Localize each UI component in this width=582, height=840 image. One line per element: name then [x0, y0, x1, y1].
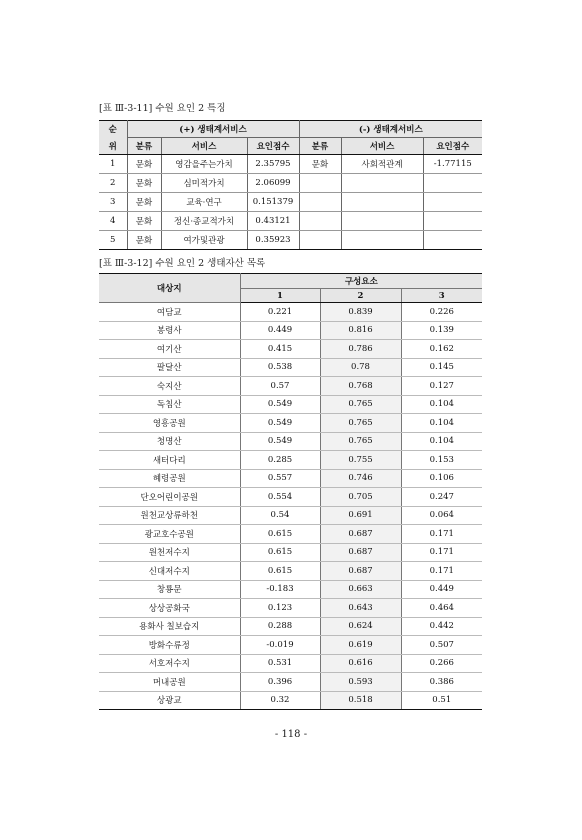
positive-services-header: (+) 생태계서비스 [127, 121, 299, 138]
cell-neg-category: 문화 [299, 155, 341, 174]
table-row [99, 617, 482, 636]
table-row [99, 358, 482, 377]
cell-component-1: 0.538 [240, 358, 320, 377]
table-row [99, 395, 482, 414]
cell-component-1: 0.615 [240, 543, 320, 562]
cell-component-3: 0.104 [401, 432, 482, 451]
cell-site-name: 머내공원 [99, 673, 240, 692]
pos-score-header: 요인점수 [247, 138, 299, 155]
table-row [99, 506, 482, 525]
cell-component-2: 0.691 [320, 506, 401, 525]
table-row [99, 488, 482, 507]
table-row [99, 525, 482, 544]
cell-component-3: 0.171 [401, 543, 482, 562]
cell-component-1: 0.285 [240, 451, 320, 470]
cell-component-1: 0.32 [240, 691, 320, 710]
cell-site-name: 청명산 [99, 432, 240, 451]
cell-neg-service [341, 193, 423, 212]
cell-component-1: 0.396 [240, 673, 320, 692]
table2-caption: [표 Ⅲ-3-12] 수원 요인 2 생태자산 목록 [99, 258, 266, 269]
cell-component-2: 0.687 [320, 543, 401, 562]
cell-site-name: 영흥공원 [99, 414, 240, 433]
cell-site-name: 서호저수지 [99, 654, 240, 673]
cell-pos-category: 문화 [127, 174, 161, 193]
cell-site-name: 원천교상류하천 [99, 506, 240, 525]
cell-component-3: 0.064 [401, 506, 482, 525]
cell-neg-score [423, 231, 482, 250]
table-row [99, 691, 482, 710]
cell-component-1: 0.549 [240, 414, 320, 433]
cell-component-2: 0.765 [320, 432, 401, 451]
table-row [99, 414, 482, 433]
cell-neg-category [299, 193, 341, 212]
cell-site-name: 새터다리 [99, 451, 240, 470]
cell-component-3: 0.106 [401, 469, 482, 488]
cell-neg-service [341, 174, 423, 193]
cell-neg-category [299, 231, 341, 250]
cell-component-3: 0.51 [401, 691, 482, 710]
rank-header-bottom: 위 [99, 138, 127, 155]
eco-asset-table [99, 273, 482, 710]
cell-component-1: 0.57 [240, 377, 320, 396]
component-3-header: 3 [401, 289, 482, 303]
cell-rank: 2 [99, 174, 127, 193]
cell-component-2: 0.518 [320, 691, 401, 710]
cell-rank: 5 [99, 231, 127, 250]
table-row [99, 212, 482, 231]
cell-site-name: 상상공화국 [99, 599, 240, 618]
table-row [99, 599, 482, 618]
cell-component-2: 0.687 [320, 562, 401, 581]
cell-site-name: 신대저수지 [99, 562, 240, 581]
cell-site-name: 독침산 [99, 395, 240, 414]
table2-body [99, 303, 482, 710]
components-header: 구성요소 [240, 274, 482, 289]
cell-site-name: 봉령사 [99, 321, 240, 340]
negative-services-header: (-) 생태계서비스 [299, 121, 482, 138]
neg-category-header: 분류 [299, 138, 341, 155]
cell-component-2: 0.643 [320, 599, 401, 618]
cell-neg-score [423, 174, 482, 193]
cell-neg-service [341, 212, 423, 231]
table-row [99, 636, 482, 655]
cell-pos-category: 문화 [127, 231, 161, 250]
cell-component-2: 0.768 [320, 377, 401, 396]
cell-pos-category: 문화 [127, 193, 161, 212]
cell-neg-service [341, 231, 423, 250]
cell-component-2: 0.755 [320, 451, 401, 470]
cell-component-1: 0.531 [240, 654, 320, 673]
cell-pos-category: 문화 [127, 155, 161, 174]
component-2-header: 2 [320, 289, 401, 303]
cell-component-3: 0.127 [401, 377, 482, 396]
cell-site-name: 단오어린이공원 [99, 488, 240, 507]
table-row [99, 155, 482, 174]
cell-component-3: 0.226 [401, 303, 482, 322]
cell-component-3: 0.449 [401, 580, 482, 599]
cell-component-1: -0.183 [240, 580, 320, 599]
cell-component-1: 0.549 [240, 432, 320, 451]
cell-pos-service: 교육·연구 [161, 193, 247, 212]
cell-neg-score: -1.77115 [423, 155, 482, 174]
cell-component-3: 0.266 [401, 654, 482, 673]
table-row [99, 193, 482, 212]
cell-component-3: 0.247 [401, 488, 482, 507]
cell-neg-service: 사회적관계 [341, 155, 423, 174]
cell-component-2: 0.746 [320, 469, 401, 488]
table-row [99, 432, 482, 451]
pos-category-header: 분류 [127, 138, 161, 155]
cell-component-3: 0.145 [401, 358, 482, 377]
table-row [99, 580, 482, 599]
cell-pos-service: 영감을주는가치 [161, 155, 247, 174]
table-row [99, 469, 482, 488]
cell-component-3: 0.153 [401, 451, 482, 470]
cell-site-name: 상광교 [99, 691, 240, 710]
neg-score-header: 요인점수 [423, 138, 482, 155]
cell-pos-service: 정신·종교적가치 [161, 212, 247, 231]
cell-component-1: 0.221 [240, 303, 320, 322]
cell-component-3: 0.171 [401, 562, 482, 581]
cell-component-2: 0.839 [320, 303, 401, 322]
pos-service-header: 서비스 [161, 138, 247, 155]
cell-neg-category [299, 212, 341, 231]
cell-site-name: 창룡문 [99, 580, 240, 599]
cell-component-2: 0.705 [320, 488, 401, 507]
cell-component-2: 0.786 [320, 340, 401, 359]
cell-component-2: 0.616 [320, 654, 401, 673]
cell-pos-score: 0.35923 [247, 231, 299, 250]
cell-site-name: 여기산 [99, 340, 240, 359]
cell-component-3: 0.139 [401, 321, 482, 340]
cell-neg-score [423, 193, 482, 212]
cell-component-2: 0.765 [320, 395, 401, 414]
cell-component-1: 0.54 [240, 506, 320, 525]
cell-rank: 3 [99, 193, 127, 212]
table1-caption: [표 Ⅲ-3-11] 수원 요인 2 특징 [99, 103, 226, 114]
rank-header-top: 순 [99, 121, 127, 138]
cell-site-name: 용화사 칠보습지 [99, 617, 240, 636]
cell-component-3: 0.171 [401, 525, 482, 544]
table-row [99, 562, 482, 581]
cell-pos-score: 2.35795 [247, 155, 299, 174]
table-row [99, 377, 482, 396]
table-row [99, 303, 482, 322]
cell-component-3: 0.507 [401, 636, 482, 655]
cell-site-name: 혜령공원 [99, 469, 240, 488]
table-row [99, 654, 482, 673]
cell-rank: 4 [99, 212, 127, 231]
cell-pos-service: 심미적가치 [161, 174, 247, 193]
cell-neg-category [299, 174, 341, 193]
cell-component-3: 0.464 [401, 599, 482, 618]
cell-component-2: 0.687 [320, 525, 401, 544]
cell-component-3: 0.104 [401, 414, 482, 433]
cell-pos-score: 2.06099 [247, 174, 299, 193]
table-row [99, 321, 482, 340]
cell-component-2: 0.816 [320, 321, 401, 340]
cell-component-1: 0.615 [240, 525, 320, 544]
cell-rank: 1 [99, 155, 127, 174]
cell-site-name: 팔달산 [99, 358, 240, 377]
cell-component-2: 0.624 [320, 617, 401, 636]
neg-service-header: 서비스 [341, 138, 423, 155]
cell-component-2: 0.663 [320, 580, 401, 599]
table-row [99, 673, 482, 692]
cell-site-name: 방화수류정 [99, 636, 240, 655]
cell-component-1: 0.415 [240, 340, 320, 359]
cell-component-2: 0.78 [320, 358, 401, 377]
cell-component-1: 0.554 [240, 488, 320, 507]
cell-component-3: 0.386 [401, 673, 482, 692]
cell-pos-score: 0.151379 [247, 193, 299, 212]
cell-component-2: 0.765 [320, 414, 401, 433]
cell-component-1: 0.123 [240, 599, 320, 618]
table-row [99, 451, 482, 470]
cell-site-name: 숙지산 [99, 377, 240, 396]
table-row [99, 174, 482, 193]
table-row [99, 543, 482, 562]
table-row [99, 231, 482, 250]
cell-component-1: 0.288 [240, 617, 320, 636]
cell-component-1: 0.615 [240, 562, 320, 581]
cell-pos-service: 여가및관광 [161, 231, 247, 250]
cell-component-2: 0.619 [320, 636, 401, 655]
table1-body [99, 155, 482, 250]
cell-component-1: 0.549 [240, 395, 320, 414]
cell-pos-category: 문화 [127, 212, 161, 231]
cell-component-2: 0.593 [320, 673, 401, 692]
component-1-header: 1 [240, 289, 320, 303]
cell-site-name: 여담교 [99, 303, 240, 322]
cell-pos-score: 0.43121 [247, 212, 299, 231]
cell-component-3: 0.162 [401, 340, 482, 359]
target-site-header: 대상지 [99, 274, 240, 303]
ecosystem-service-table [99, 120, 482, 250]
cell-site-name: 광교호수공원 [99, 525, 240, 544]
table-row [99, 340, 482, 359]
cell-component-1: 0.557 [240, 469, 320, 488]
cell-site-name: 원천저수지 [99, 543, 240, 562]
page-number: - 118 - [274, 729, 308, 740]
cell-component-1: 0.449 [240, 321, 320, 340]
cell-component-3: 0.104 [401, 395, 482, 414]
cell-component-1: -0.019 [240, 636, 320, 655]
cell-component-3: 0.442 [401, 617, 482, 636]
cell-neg-score [423, 212, 482, 231]
